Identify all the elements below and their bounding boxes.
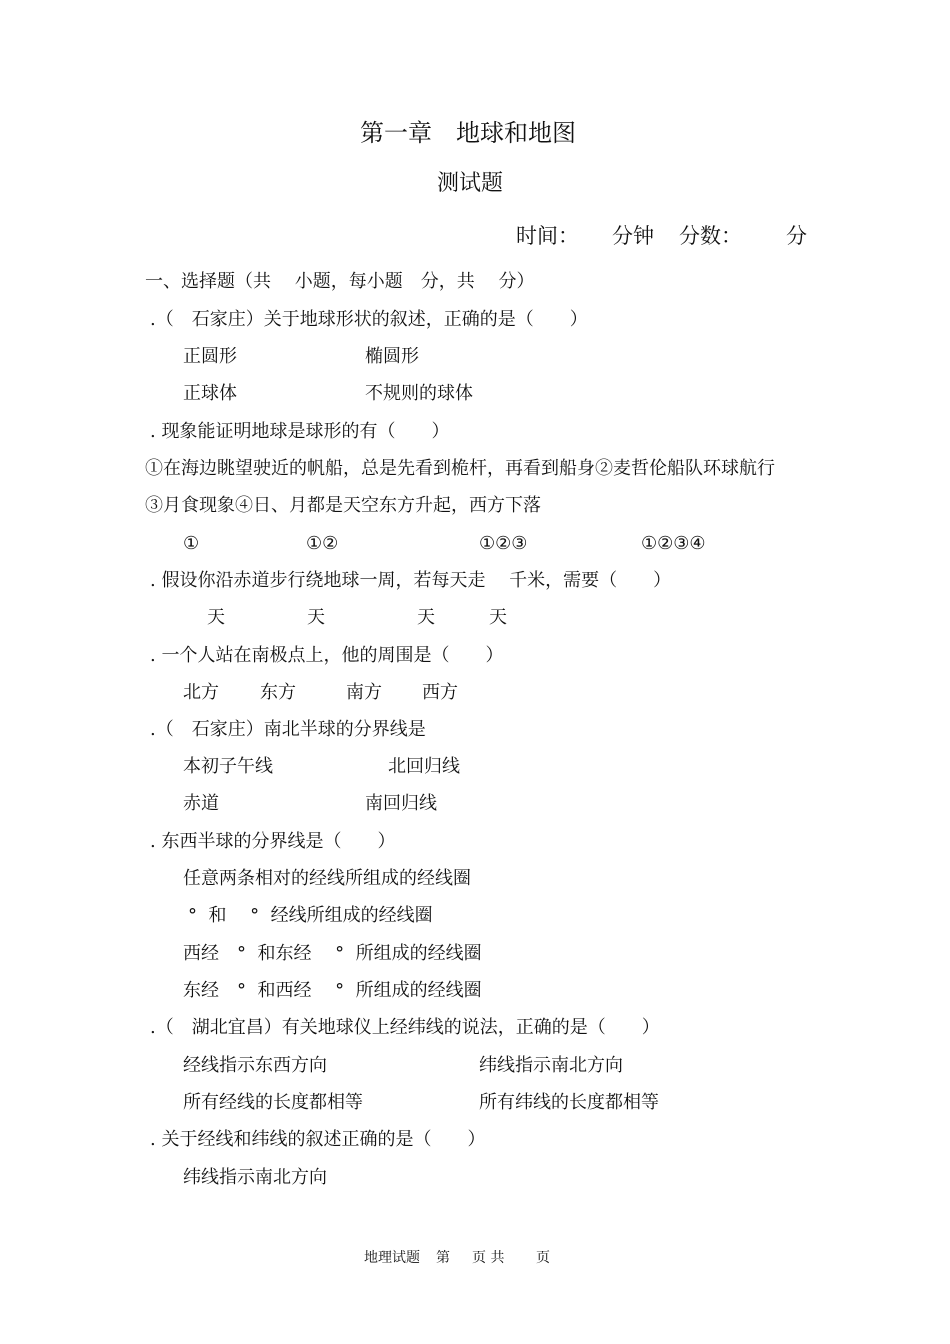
question-5-option-d: 南回归线 <box>365 793 437 814</box>
question-2-stem: . 现象能证明地球是球形的有（ ） <box>150 421 450 442</box>
footer-page-middle: 页 共 <box>472 1250 505 1266</box>
question-5-option-c: 赤道 <box>183 793 219 814</box>
question-3-option-b: 天 <box>307 607 325 628</box>
question-6-option-d: 东经 ° 和西经 ° 所组成的经线圈 <box>183 980 482 1001</box>
question-8-stem: . 关于经线和纬线的叙述正确的是（ ） <box>150 1129 486 1150</box>
question-6-option-a: 任意两条相对的经线所组成的经线圈 <box>183 868 471 889</box>
question-7-option-d: 所有纬线的长度都相等 <box>479 1092 659 1113</box>
question-6-option-b: ° 和 ° 经线所组成的经线圈 <box>188 905 433 926</box>
question-2-option-c: ①②③ <box>479 533 528 554</box>
score-unit: 分 <box>786 224 807 248</box>
question-4-stem: . 一个人站在南极点上，他的周围是（ ） <box>150 645 504 666</box>
question-2-statement-1: ①在海边眺望驶近的帆船，总是先看到桅杆，再看到船身②麦哲伦船队环球航行 <box>145 458 775 479</box>
question-2-statement-2: ③月食现象④日、月都是天空东方升起，西方下落 <box>145 495 541 516</box>
question-4-option-b: 东方 <box>260 682 296 703</box>
question-6-option-c: 西经 ° 和东经 ° 所组成的经线圈 <box>183 943 482 964</box>
question-7-stem: .（ 湖北宜昌）有关地球仪上经纬线的说法，正确的是（ ） <box>150 1017 660 1038</box>
question-2-option-b: ①② <box>306 533 339 554</box>
question-2-option-d: ①②③④ <box>641 533 706 554</box>
question-3-option-a: 天 <box>207 607 225 628</box>
question-6-stem: . 东西半球的分界线是（ ） <box>150 831 396 852</box>
question-7-option-b: 纬线指示南北方向 <box>479 1055 623 1076</box>
minutes-unit: 分钟 <box>612 224 654 248</box>
page-title: 第一章 地球和地图 <box>360 119 576 147</box>
question-5-stem: .（ 石家庄）南北半球的分界线是 <box>150 719 426 740</box>
score-label: 分数： <box>679 224 742 248</box>
question-5-option-b: 北回归线 <box>388 756 460 777</box>
footer-page-suffix: 页 <box>536 1250 550 1266</box>
question-4-option-a: 北方 <box>183 682 219 703</box>
question-3-stem: . 假设你沿赤道步行绕地球一周，若每天走 千米，需要（ ） <box>150 570 672 591</box>
page-subtitle: 测试题 <box>437 171 504 196</box>
question-3-option-d: 天 <box>489 607 507 628</box>
question-1-option-d: 不规则的球体 <box>365 383 473 404</box>
question-1-option-c: 正球体 <box>183 383 237 404</box>
time-label: 时间： <box>516 224 579 248</box>
question-5-option-a: 本初子午线 <box>183 756 273 777</box>
footer-page-prefix: 第 <box>436 1250 450 1266</box>
question-4-option-c: 南方 <box>346 682 382 703</box>
question-1-stem: .（ 石家庄）关于地球形状的叙述，正确的是（ ） <box>150 309 588 330</box>
question-3-option-c: 天 <box>417 607 435 628</box>
question-8-option-a: 纬线指示南北方向 <box>183 1167 327 1188</box>
question-7-option-a: 经线指示东西方向 <box>183 1055 327 1076</box>
question-1-option-b: 椭圆形 <box>365 346 419 367</box>
question-7-option-c: 所有经线的长度都相等 <box>183 1092 363 1113</box>
footer-subject: 地理试题 <box>364 1250 420 1266</box>
question-4-option-d: 西方 <box>422 682 458 703</box>
question-2-option-a: ① <box>183 533 200 554</box>
question-1-option-a: 正圆形 <box>183 346 237 367</box>
section-heading: 一、选择题（共 小题，每小题 分，共 分） <box>145 271 535 292</box>
